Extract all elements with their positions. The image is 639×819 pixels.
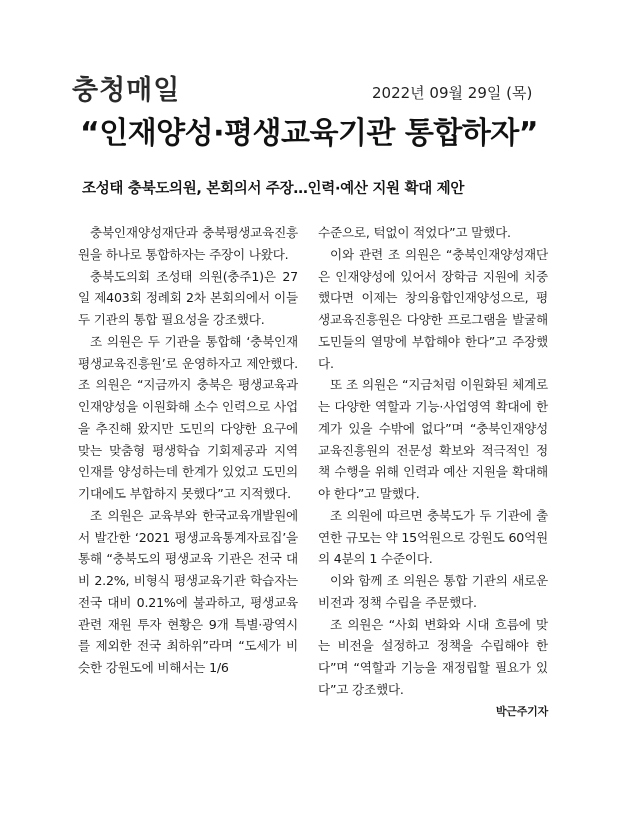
- paragraph: 조 의원은 교육부와 한국교육개발원에서 발간한 ‘2021 평생교육통계자료집’을 통해 “충북도의 평생교육 기관은 전국 대비 2.2%, 비형식 평생교육기관 학습자는 전국 대비 0.21%에 불과하고, 평생교육 관련 재원 투자 현황은 9개 특별·광역시를 제외한 전국 최하위”라며 “도세가 비슷한 강원도에 비해서는 1/6: [78, 507, 298, 675]
- paragraph: 조 의원은 두 기관을 통합해 ‘충북인재평생교육진흥원’로 운영하자고 제안했다. 조 의원은 “지금까지 충북은 평생교육과 인재양성을 이원화해 소수 인력으로 사업을 추진해 왔지만 도민의 다양한 요구에 맞는 맞춤형 평생학습 기회제공과 지역 인재를 양성하는데 한계가 있었고 도민의 기대에도 부합하지 못했다”고 지적했다.: [78, 333, 298, 501]
- subheadline: 조성태 충북도의원, 본회의서 주장…인력·예산 지원 확대 제안: [82, 181, 465, 197]
- article-column-left: [78, 222, 298, 679]
- paragraph: 충북도의회 조성태 의원(충주1)은 27일 제403회 정례회 2차 본회의에서 이들 두 기관의 통합 필요성을 강조했다.: [78, 268, 298, 327]
- byline: 박근주기자: [495, 704, 548, 718]
- paragraph: 이와 관련 조 의원은 “충북인재양성재단은 인재양성에 있어서 장학금 지원에 치중했다면 이제는 창의융합인재양성으로, 평생교육진흥원은 다양한 프로그램을 발굴해 도민들의 열망에 부합해야 한다”고 주장했다.: [318, 246, 548, 371]
- article-column-right: [318, 222, 548, 722]
- publication-date: 2022년 09월 29일 (목): [372, 84, 533, 102]
- paragraph: 조 의원에 따르면 충북도가 두 기관에 출연한 규모는 약 15억원으로 강원도 60억원의 4분의 1 수준이다.: [318, 507, 548, 567]
- paragraph: 충북인재양성재단과 충북평생교육진흥원을 하나로 통합하자는 주장이 나왔다.: [78, 225, 298, 262]
- masthead-logo: 충청매일: [72, 75, 181, 106]
- paragraph: 조 의원은 “사회 변화와 시대 흐름에 맞는 비전을 설정하고 정책을 수립해야 한다”며 “역할과 기능을 재정립할 필요가 있다”고 강조했다.: [318, 616, 548, 697]
- paragraph: 또 조 의원은 “지금처럼 이원화된 체계로는 다양한 역할과 기능·사업영역 확대에 한계가 있을 수밖에 없다”며 “충북인재양성교육진흥원의 전문성 확보와 적극적인 정책 수행을 위해 인력과 예산 지원을 확대해야 한다”고 말했다.: [318, 377, 548, 501]
- paragraph: 수준으로, 턱없이 적었다”고 말했다.: [318, 225, 511, 240]
- paragraph: 이와 함께 조 의원은 통합 기관의 새로운 비전과 정책 수립을 주문했다.: [318, 573, 548, 610]
- headline: “인재양성·평생교육기관 통합하자”: [80, 116, 538, 151]
